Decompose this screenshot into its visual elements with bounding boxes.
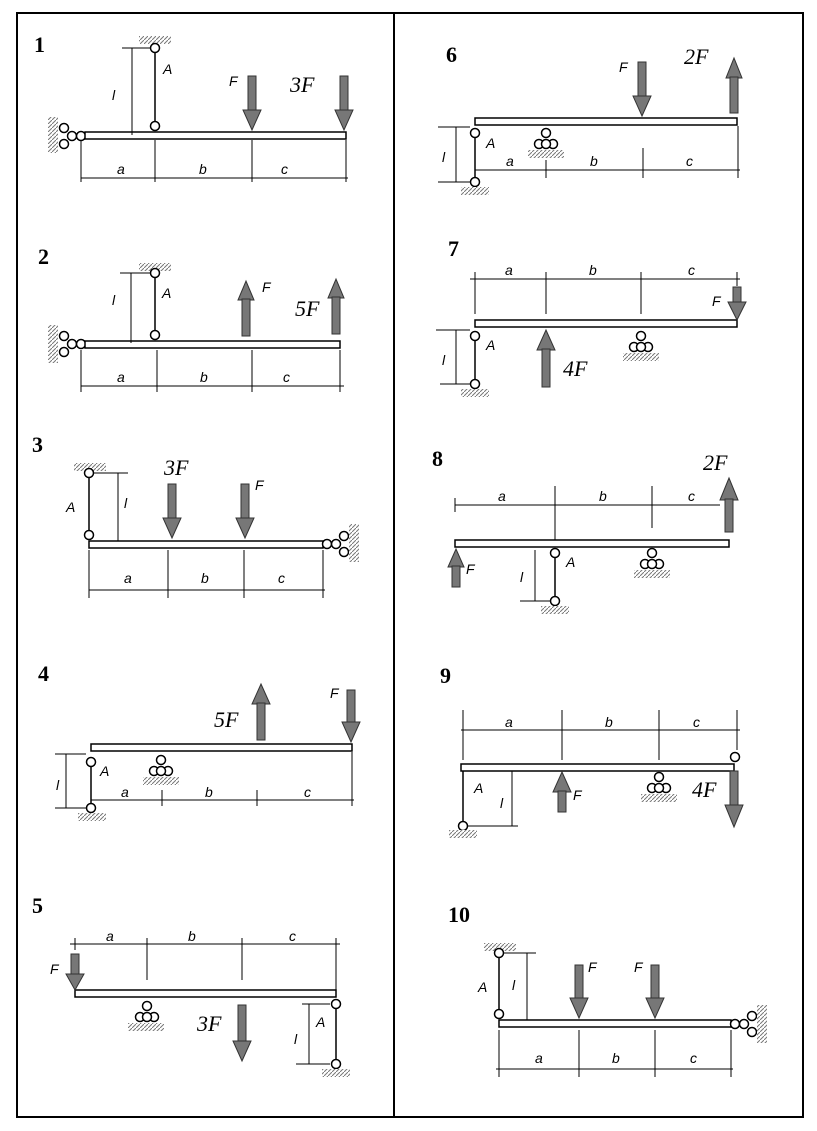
rod-length-label: l	[294, 1031, 298, 1047]
roller-support	[641, 794, 677, 802]
force-arrow	[238, 1005, 246, 1043]
beam	[461, 764, 734, 771]
force-label: 2F	[684, 44, 709, 69]
dim-label: c	[278, 570, 285, 586]
rod-length-label: l	[512, 977, 516, 993]
dim-label: c	[281, 161, 288, 177]
rod-length-label: l	[520, 569, 524, 585]
force-arrow	[257, 703, 265, 740]
force-label: F	[330, 685, 339, 701]
force-arrow	[733, 287, 741, 304]
beam	[85, 341, 340, 348]
dim-label: c	[688, 488, 695, 504]
dim-label: a	[535, 1050, 543, 1066]
dim-label: a	[505, 714, 513, 730]
force-label: F	[588, 959, 597, 975]
force-label: 3F	[197, 1011, 222, 1036]
force-label: 2F	[703, 450, 728, 475]
roller-support	[623, 353, 659, 361]
problem-number: 8	[432, 446, 443, 471]
force-arrow	[242, 299, 250, 336]
force-arrow	[168, 484, 176, 520]
roller-support	[143, 777, 179, 785]
floor-support	[322, 1069, 350, 1077]
problem-number: 9	[440, 663, 451, 688]
force-label: 5F	[214, 707, 239, 732]
dim-label: a	[121, 784, 129, 800]
wall-support	[48, 117, 58, 153]
rod-length-label: l	[442, 352, 446, 368]
beam	[499, 1020, 731, 1027]
dim-label: c	[688, 262, 695, 278]
hinge	[323, 540, 332, 549]
problem-3	[32, 432, 359, 598]
problem-5	[32, 893, 350, 1077]
force-label: F	[50, 961, 59, 977]
problem-number: 1	[34, 32, 45, 57]
rod-length-label: l	[442, 149, 446, 165]
dim-label: b	[201, 570, 209, 586]
rod-point-label: A	[486, 135, 496, 151]
force-arrow	[332, 297, 340, 334]
problem-number: 5	[32, 893, 43, 918]
roller-support	[128, 1023, 164, 1031]
force-label: F	[255, 477, 264, 493]
rod-length-label: l	[500, 795, 504, 811]
beam	[89, 541, 323, 548]
beam	[85, 132, 346, 139]
force-arrow	[248, 76, 256, 112]
beam	[475, 118, 737, 125]
problem-1	[34, 32, 353, 182]
force-arrow	[730, 771, 738, 807]
dim-label: a	[506, 153, 514, 169]
force-label: F	[634, 959, 643, 975]
force-arrow	[638, 62, 646, 98]
rod-point-label: A	[566, 554, 576, 570]
rod-point-label: A	[316, 1014, 326, 1030]
force-arrow	[558, 791, 566, 812]
dim-label: c	[690, 1050, 697, 1066]
problem-10	[448, 902, 767, 1077]
hinge	[77, 340, 86, 349]
force-label: F	[573, 787, 582, 803]
roller-support	[528, 150, 564, 158]
force-label: 3F	[164, 455, 189, 480]
wall-support	[349, 524, 359, 562]
force-label: 4F	[563, 356, 588, 381]
dim-label: a	[117, 161, 125, 177]
floor-support	[461, 187, 489, 195]
rod-point-label: A	[478, 979, 488, 995]
dim-label: a	[505, 262, 513, 278]
floor-support	[78, 813, 106, 821]
rod-point-label: A	[163, 61, 173, 77]
floor-support	[461, 389, 489, 397]
force-label: F	[229, 73, 238, 89]
force-arrow	[71, 954, 79, 976]
force-arrow	[730, 77, 738, 113]
dim-label: c	[686, 153, 693, 169]
roller-support	[634, 570, 670, 578]
force-arrow	[542, 349, 550, 387]
force-arrow	[340, 76, 348, 112]
problem-number: 4	[38, 661, 49, 686]
problem-8	[432, 446, 738, 614]
problem-4	[38, 661, 360, 821]
beam	[475, 320, 737, 327]
hinge	[731, 1020, 740, 1029]
rod-point-label: A	[100, 763, 110, 779]
force-label: F	[712, 293, 721, 309]
dim-label: c	[304, 784, 311, 800]
problem-2	[38, 244, 344, 392]
beam	[91, 744, 352, 751]
problem-number: 7	[448, 236, 459, 261]
force-arrow	[575, 965, 583, 1000]
rod-length-label: l	[56, 777, 60, 793]
dim-label: a	[106, 928, 114, 944]
dim-label: b	[205, 784, 213, 800]
rod-point-label: A	[486, 337, 496, 353]
dim-label: c	[283, 369, 290, 385]
force-arrow	[241, 484, 249, 520]
rod-length-label: l	[124, 495, 128, 511]
force-label: F	[619, 59, 628, 75]
rod-length-label: l	[112, 292, 116, 308]
hinge	[77, 132, 86, 141]
beam	[455, 540, 729, 547]
wall-support	[757, 1005, 767, 1043]
wall-support	[48, 325, 58, 363]
problem-6	[438, 42, 742, 195]
force-arrow	[725, 499, 733, 532]
floor-support	[449, 830, 477, 838]
problem-number: 2	[38, 244, 49, 269]
dim-label: b	[599, 488, 607, 504]
dim-label: b	[605, 714, 613, 730]
force-label: F	[262, 279, 271, 295]
dim-label: b	[200, 369, 208, 385]
problem-number: 6	[446, 42, 457, 67]
force-label: 5F	[295, 296, 320, 321]
rod-point-label: A	[474, 780, 484, 796]
rod-point-label: A	[162, 285, 172, 301]
dim-label: b	[199, 161, 207, 177]
sheet-border	[17, 13, 803, 1117]
force-arrow	[452, 566, 460, 587]
dim-label: b	[589, 262, 597, 278]
dim-label: a	[124, 570, 132, 586]
force-label: 3F	[290, 72, 315, 97]
force-label: F	[466, 561, 475, 577]
dim-label: b	[188, 928, 196, 944]
dim-label: a	[117, 369, 125, 385]
dim-label: c	[693, 714, 700, 730]
floor-support	[541, 606, 569, 614]
problem-7	[436, 236, 746, 397]
dim-label: a	[498, 488, 506, 504]
dim-label: b	[590, 153, 598, 169]
problem-number: 10	[448, 902, 470, 927]
problem-number: 3	[32, 432, 43, 457]
force-label: 4F	[692, 777, 717, 802]
force-arrow	[651, 965, 659, 1000]
force-arrow	[347, 690, 355, 724]
problem-9	[440, 663, 743, 838]
dim-label: c	[289, 928, 296, 944]
dim-label: b	[612, 1050, 620, 1066]
rod-length-label: l	[112, 87, 116, 103]
beam	[75, 990, 336, 997]
rod-point-label: A	[66, 499, 76, 515]
